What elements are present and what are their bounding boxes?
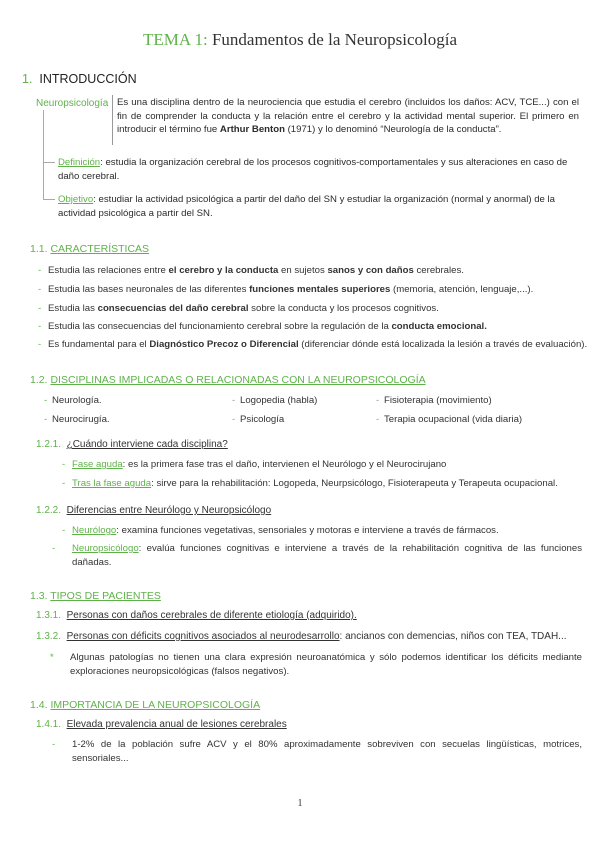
note: * Algunas patologías no tienen una clara expresión neuroanatómica y sólo podemos identificar los déficits mediante exploraciones neuropsicológicas (falsos negativos). [50,652,582,677]
tree-connector [43,110,44,200]
disciplina-item: - Fisioterapia (movimiento) [376,395,492,406]
title-number: TEMA 1: [143,30,208,49]
definicion-item: Definición: estudia la organización cerebral de los procesos cognitivos-comportamentales y sus alteraciones en caso de daño cerebral. [58,157,568,182]
subsection-heading: 1.2.2. Diferencias entre Neurólogo y Neuropsicólogo [36,505,272,516]
list-item: - Fase aguda: es la primera fase tras el daño, intervienen el Neurólogo y el Neurocirujano [62,459,447,470]
list-item: - Neuropsicólogo: evalúa funciones cognitivas e interviene a través de la rehabilitación cognitiva de las funciones dañadas. [52,543,582,568]
page-title [0,30,600,50]
objetivo-item: Objetivo: estudiar la actividad psicológica a partir del daño del SN y estudiar la organización (normal y anormal) de la actividad psicológica a partir del SN. [58,194,556,219]
section-heading-disciplinas: 1.2. DISCIPLINAS IMPLICADAS O RELACIONADAS CON LA NEUROPSICOLOGÍA [30,374,426,386]
disciplina-item: - Psicología [232,414,285,425]
section-heading-tipos-pacientes: 1.3. TIPOS DE PACIENTES [30,590,161,602]
section-heading-importancia: 1.4. IMPORTANCIA DE LA NEUROPSICOLOGÍA [30,699,261,711]
subsection-heading: 1.3.2. Personas con déficits cognitivos asociados al neurodesarrollo: ancianos con demencias, niños con TEA, TDAH... [36,631,567,642]
title-text: Fundamentos de la Neuropsicología [211,30,457,49]
disciplina-item: - Neurocirugía. [44,414,110,425]
list-item: - Estudia las consecuencias del daño cerebral sobre la conducta y los procesos cognitivos. [38,303,439,314]
neuropsicologia-label: Neuropsicología [36,98,109,109]
section-heading-intro [22,72,137,86]
disciplina-item: - Neurología. [44,395,102,406]
subsection-heading: 1.2.1. ¿Cuándo interviene cada disciplina? [36,439,228,450]
disciplina-item: - Logopedia (habla) [232,395,318,406]
list-item: - Estudia las consecuencias del funcionamiento cerebral sobre la regulación de la conducta emocional. [38,321,487,332]
disciplina-item: - Terapia ocupacional (vida diaria) [376,414,523,425]
list-item: - 1-2% de la población sufre ACV y el 80% aproximadamente sobreviven con secuelas lingüísticas, motrices, sensoriales... [52,739,582,764]
bracket-line [112,95,113,145]
list-item: - Tras la fase aguda: sirve para la rehabilitación: Logopeda, Neurpsicólogo, Fisioterapeuta y Terapeuta ocupacional. [62,478,558,489]
list-item: - Es fundamental para el Diagnóstico Precoz o Diferencial (diferenciar dónde está localizada la lesión a través de evaluación). [38,339,588,350]
list-item: - Estudia las bases neuronales de las diferentes funciones mentales superiores (memoria, atención, lenguaje,...). [38,284,534,295]
tree-branch [43,162,55,163]
list-item: - Neurólogo: examina funciones vegetativas, sensoriales y motoras e interviene a través de fármacos. [62,525,499,536]
subsection-heading: 1.3.1. Personas con daños cerebrales de diferente etiología (adquirido). [36,610,357,621]
list-item: - Estudia las relaciones entre el cerebro y la conducta en sujetos sanos y con daños cerebrales. [38,265,464,276]
page-number: 1 [297,798,303,809]
heading-number: 1. [22,72,33,86]
heading-text: INTRODUCCIÓN [39,72,137,86]
section-heading-caracteristicas: 1.1. CARACTERÍSTICAS [30,243,150,255]
tree-branch [43,199,55,200]
subsection-heading: 1.4.1. Elevada prevalencia anual de lesiones cerebrales [36,719,287,730]
neuropsicologia-definition: Es una disciplina dentro de la neurociencia que estudia el cerebro (incluidos los daños: ACV, TCE...) con el fin de comprender la conducta y la relación entre el cerebro y la actividad mental superior. El primero en introducir el término fue Arthur Benton (1971) y lo denominó “Neurología de la conducta”. [117,97,579,135]
